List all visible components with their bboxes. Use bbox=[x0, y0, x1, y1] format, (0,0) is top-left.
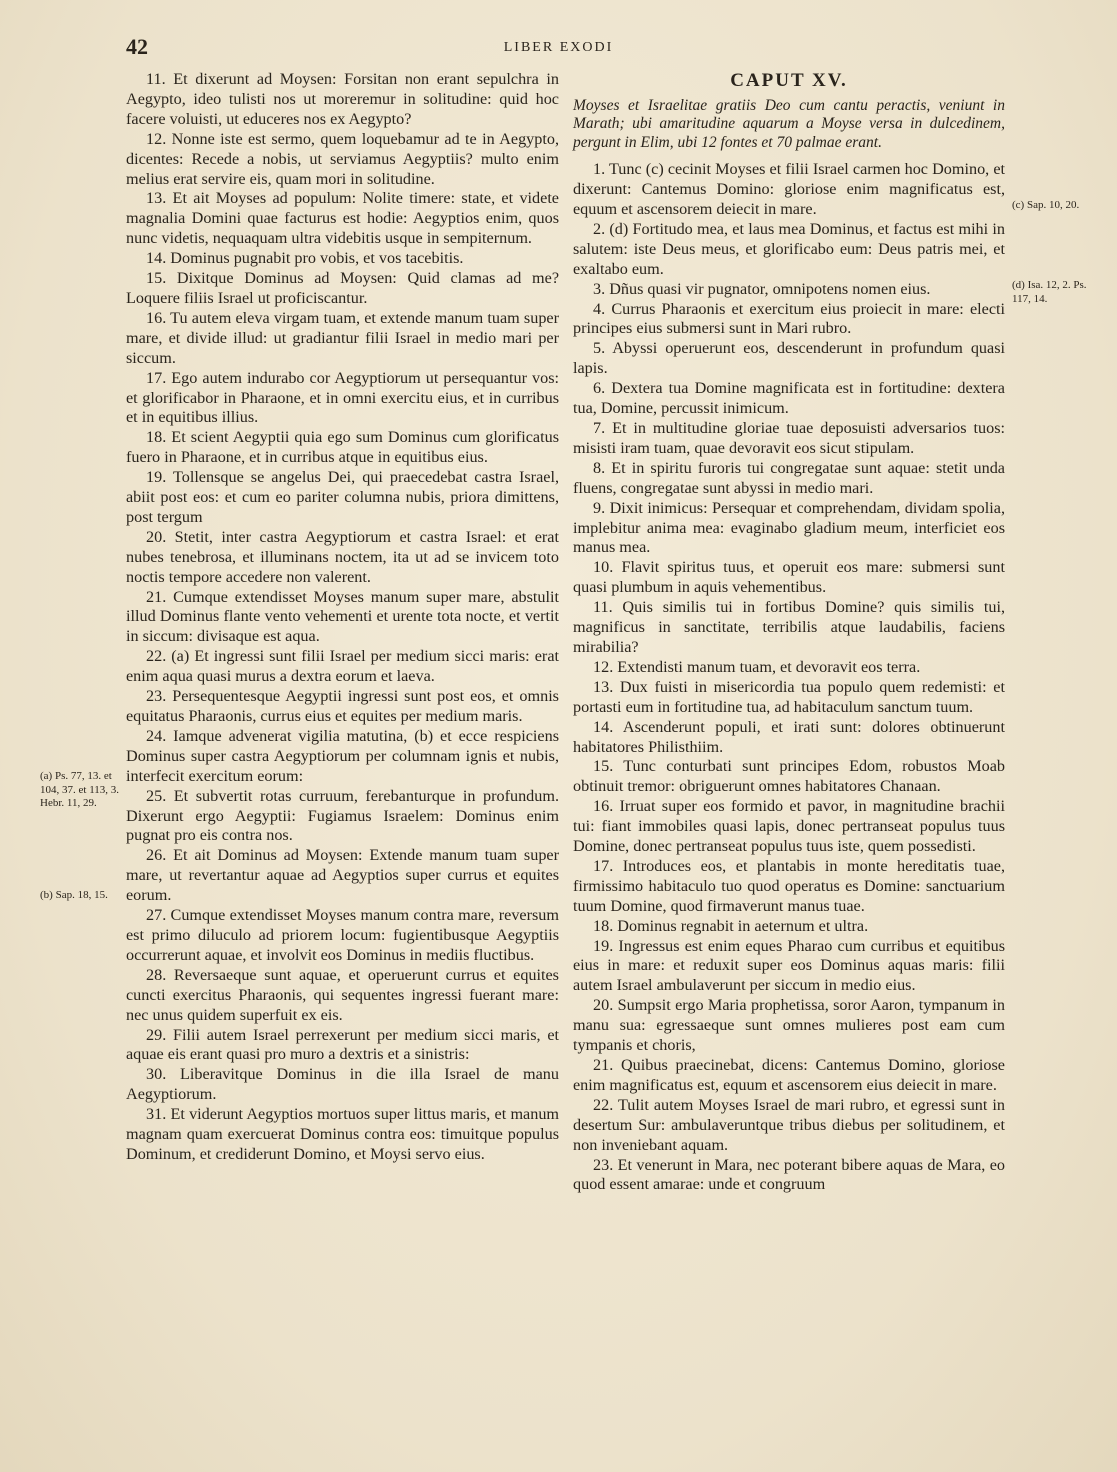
verse: 12. Extendisti manum tuam, et devoravit eos terra. bbox=[593, 657, 921, 676]
verse: 3. Dñus quasi vir pugnator, omnipotens nomen eius. bbox=[593, 279, 931, 298]
verse: 27. Cumque extendisset Moyses manum contra mare, reversum est primo diluculo ad priorem locum: fugientibusque Aegyptiis occurrerunt aquae, et involvit eos Dominus in mediis fluctibus. bbox=[126, 906, 559, 964]
verse: 22. Tulit autem Moyses Israel de mari rubro, et egressi sunt in desertum Sur: ambulaveruntque tribus diebus per solitudinem, et non inveniebant aquam. bbox=[573, 1095, 1005, 1154]
verse: 13. Et ait Moyses ad populum: Nolite timere: state, et videte magnalia Domini quae facturus est hodie: Aegyptios enim, quos nunc videtis, nequaquam ultra videbitis usque in sempiternum. bbox=[126, 189, 559, 248]
verse: 21. Cumque extendisset Moyses manum super mare, abstulit illud Dominus flante vento vehementi et urente tota nocte, et vertit in siccum: divisaque est aqua. bbox=[126, 587, 559, 646]
verse: 13. Dux fuisti in misericordia tua populo quem redemisti: et portasti eum in fortitudine tua, ad habitaculum sanctum tuum. bbox=[573, 677, 1005, 716]
verse: 1. Tunc (c) cecinit Moyses et filii Israel carmen hoc Domino, et dixerunt: Cantemus Domino: gloriose enim magnificatus est, equum et ascensorem deiecit in mare. bbox=[573, 160, 1005, 219]
verse: 25. Et subvertit rotas curruum, ferebanturque in profundum. Dixerunt ergo Aegyptii: Fugiamus Israelem: Dominus enim pugnat pro eis contra nos. bbox=[126, 786, 559, 845]
verse: 20. Sumpsit ergo Maria prophetissa, soror Aaron, tympanum in manu sua: egressaeque sunt omnes mulieres post eam cum tympanis et choris, bbox=[573, 996, 1005, 1055]
verse: 15. Tunc conturbati sunt principes Edom, robustos Moab obtinuit tremor: obriguerunt omnes habitatores Chanaan. bbox=[573, 757, 1005, 796]
verse: 11. Quis similis tui in fortibus Domine? quis similis tui, magnificus in sanctitate, terribilis atque laudabilis, faciens mirabilia? bbox=[573, 598, 1005, 656]
verse: 19. Ingressus est enim eques Pharao cum curribus et equitibus eius in mare: et reduxit super eos Dominus aquas maris: filii autem Israel ambulaverunt per siccum in medio eius. bbox=[573, 936, 1005, 995]
verse: 19. Tollensque se angelus Dei, qui praecedebat castra Israel, abiit post eos: et cum eo pariter columna nubis, priora dimittens, post tergum bbox=[126, 468, 559, 526]
chapter-summary: Moyses et Israelitae gratiis Deo cum cantu peractis, veniunt in Marath; ubi amaritudine aquarum a Moyse versa in dulcedinem, pergunt in Elim, ubi 12 fontes et 70 palmae erant. bbox=[573, 97, 1005, 151]
verse: 18. Dominus regnabit in aeternum et ultra. bbox=[593, 916, 869, 935]
verse: 14. Dominus pugnabit pro vobis, et vos tacebitis. bbox=[146, 249, 464, 268]
margin-note-d: (d) Isa. 12, 2. Ps. 117, 14. bbox=[1012, 279, 1087, 305]
running-head: LIBER EXODI bbox=[503, 40, 614, 55]
verse: 18. Et scient Aegyptii quia ego sum Dominus cum glorificatus fuero in Pharaone, et in curribus atque in equitibus eius. bbox=[126, 428, 559, 467]
verse: 7. Et in multitudine gloriae tuae deposuisti adversarios tuos: misisti iram tuam, quae devoravit eos sicut stipulam. bbox=[573, 419, 1005, 457]
verse: 4. Currus Pharaonis et exercitum eius proiecit in mare: electi principes eius submersi sunt in Mari rubro. bbox=[573, 299, 1005, 338]
margin-note-a: (a) Ps. 77, 13. et 104, 37. et 113, 3. Hebr. 11, 29. bbox=[40, 770, 120, 809]
verse: 24. Iamque advenerat vigilia matutina, (b) et ecce respiciens Dominus super castra Aegyptiorum per columnam ignis et nubis, interfecit exercitum eorum: bbox=[126, 726, 559, 785]
chapter-title: CAPUT XV. bbox=[730, 70, 848, 91]
verse: 8. Et in spiritu furoris tui congregatae sunt aquae: stetit unda fluens, congregatae sunt abyssi in medio mari. bbox=[573, 458, 1005, 497]
verse: 12. Nonne iste est sermo, quem loquebamur ad te in Aegypto, dicentes: Recede a nobis, ut serviamus Aegyptiis? multo enim melius erat servire eis, quam mori in solitudine. bbox=[126, 129, 559, 188]
verse: 23. Persequentesque Aegyptii ingressi sunt post eos, et omnis equitatus Pharaonis, currus eius et equites per medium maris. bbox=[126, 687, 559, 725]
verse: 30. Liberavitque Dominus in die illa Israel de manu Aegyptiorum. bbox=[126, 1065, 559, 1104]
verse: 20. Stetit, inter castra Aegyptiorum et castra Israel: et erat nubes tenebrosa, et illuminans noctem, ita ut ad se invicem toto noctis tempore accedere non valerent. bbox=[126, 527, 559, 586]
left-column bbox=[126, 70, 559, 1165]
verse: 10. Flavit spiritus tuus, et operuit eos mare: submersi sunt quasi plumbum in aquis vehementibus. bbox=[573, 558, 1005, 597]
verse: 9. Dixit inimicus: Persequar et comprehendam, dividam spolia, implebitur anima mea: evaginabo gladium meum, interficiet eos manus mea. bbox=[573, 498, 1005, 557]
verse: 16. Tu autem eleva virgam tuam, et extende manum tuam super mare, et divide illud: ut gradiantur filii Israel in medio mari per siccum. bbox=[126, 308, 559, 367]
verse: 14. Ascenderunt populi, et irati sunt: dolores obtinuerunt habitatores Philisthiim. bbox=[573, 717, 1005, 756]
verse: 28. Reversaeque sunt aquae, et operuerunt currus et equites cuncti exercitus Pharaonis, qui sequentes ingressi fuerant mare: nec unus quidem superfuit ex eis. bbox=[126, 965, 559, 1024]
verse: 17. Introduces eos, et plantabis in monte hereditatis tuae, firmissimo habitaculo tuo quod operatus es Domine: sanctuarium tuum Domine, quod firmaverunt manus tuae. bbox=[573, 856, 1005, 915]
verse: 21. Quibus praecinebat, dicens: Cantemus Domino, gloriose enim magnificatus est, equum et ascensorem eius deiecit in mare. bbox=[573, 1056, 1005, 1094]
page-number: 42 bbox=[126, 34, 148, 59]
margin-note-c: (c) Sap. 10, 20. bbox=[1012, 199, 1080, 211]
verse: 6. Dextera tua Domine magnificata est in fortitudine: dextera tua, Domine, percussit inimicum. bbox=[573, 379, 1005, 418]
verse: 29. Filii autem Israel perrexerunt per medium sicci maris, et aquae eis erant quasi pro muro a dextris et a sinistris: bbox=[126, 1025, 559, 1064]
right-column bbox=[573, 70, 1005, 1195]
verse: 31. Et viderunt Aegyptios mortuos super littus maris, et manum magnam quam exercuerat Dominus contra eos: timuitque populus Dominum, et crediderunt Domino, et Moysi servo eius. bbox=[126, 1105, 559, 1163]
verse: 17. Ego autem indurabo cor Aegyptiorum ut persequantur vos: et glorificabor in Pharaone, et in omni exercitu eius, et in curribus et in equitibus illius. bbox=[126, 368, 559, 427]
margin-note-b: (b) Sap. 18, 15. bbox=[40, 889, 108, 901]
verse: 5. Abyssi operuerunt eos, descenderunt in profundum quasi lapis. bbox=[573, 339, 1005, 378]
verse: 16. Irruat super eos formido et pavor, in magnitudine brachii tui: fiant immobiles quasi lapis, donec pertranseat populus tuus Domine, donec pertranseat populus tuus iste, quem possedisti. bbox=[573, 797, 1005, 856]
verse: 26. Et ait Dominus ad Moysen: Extende manum tuam super mare, ut revertantur aquae ad Aegyptios super currus et equites eorum. bbox=[126, 846, 559, 905]
verse: 22. (a) Et ingressi sunt filii Israel per medium sicci maris: erat enim aqua quasi murus a dextra eorum et laeva. bbox=[126, 647, 559, 686]
verse: 15. Dixitque Dominus ad Moysen: Quid clamas ad me? Loquere filiis Israel ut proficiscantur. bbox=[126, 269, 559, 307]
verse: 23. Et venerunt in Mara, nec poterant bibere aquas de Mara, eo quod essent amarae: unde et congruum bbox=[573, 1155, 1005, 1194]
verse: 2. (d) Fortitudo mea, et laus mea Dominus, et factus est mihi in salutem: iste Deus meus, et glorificabo eum: Deus patris mei, et exaltabo eum. bbox=[573, 219, 1005, 278]
verse: 11. Et dixerunt ad Moysen: Forsitan non erant sepulchra in Aegypto, ideo tulisti nos ut moreremur in solitudine: quid hoc facere voluisti, ut educeres nos ex Aegypto? bbox=[126, 70, 559, 128]
